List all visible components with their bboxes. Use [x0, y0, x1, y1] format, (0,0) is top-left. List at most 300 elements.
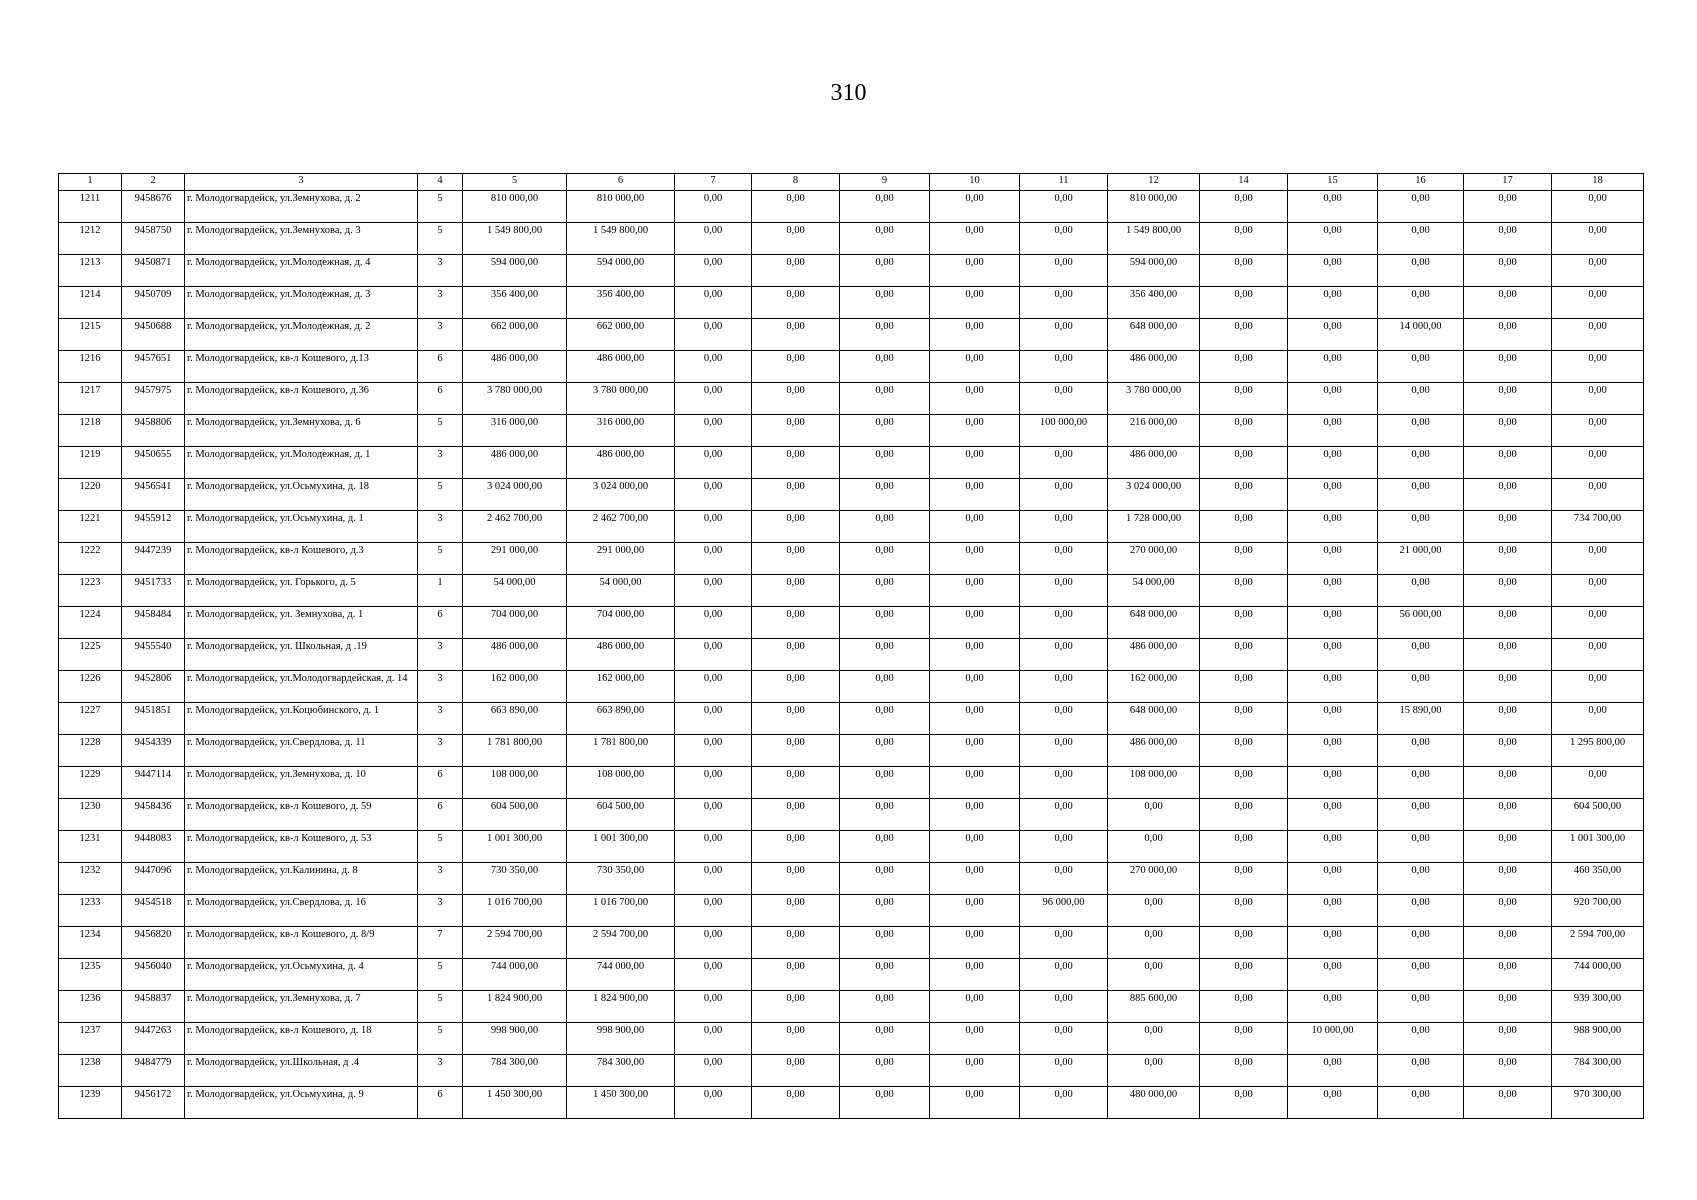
table-cell: 480 000,00	[1108, 1087, 1200, 1119]
table-cell: 486 000,00	[567, 639, 675, 671]
table-cell: 0,00	[1552, 703, 1644, 735]
table-cell: 0,00	[1020, 959, 1108, 991]
table-cell: 56 000,00	[1378, 607, 1464, 639]
table-cell: 0,00	[930, 351, 1020, 383]
table-cell: 9450709	[122, 287, 185, 319]
address-cell: г. Молодогвардейск, ул.Земнухова, д. 2	[185, 191, 418, 223]
table-cell: 0,00	[930, 671, 1020, 703]
table-cell: 0,00	[840, 1023, 930, 1055]
table-cell: 1239	[59, 1087, 122, 1119]
table-cell: 0,00	[1288, 735, 1378, 767]
address-cell: г. Молодогвардейск, ул. Горького, д. 5	[185, 575, 418, 607]
table-cell: 0,00	[1288, 415, 1378, 447]
table-cell: 0,00	[1378, 351, 1464, 383]
table-cell: 0,00	[930, 895, 1020, 927]
table-cell: 0,00	[1200, 927, 1288, 959]
table-cell: 0,00	[1552, 639, 1644, 671]
table-cell: 1 016 700,00	[463, 895, 567, 927]
table-row	[59, 639, 1644, 671]
table-cell: 0,00	[930, 831, 1020, 863]
table-cell: 9447239	[122, 543, 185, 575]
address-cell: г. Молодогвардейск, ул.Школьная, д .4	[185, 1055, 418, 1087]
table-cell: 0,00	[1552, 575, 1644, 607]
table-cell: 730 350,00	[463, 863, 567, 895]
table-cell: 0,00	[1200, 735, 1288, 767]
table-cell: 15 890,00	[1378, 703, 1464, 735]
table-cell: 810 000,00	[463, 191, 567, 223]
table-cell: 3 780 000,00	[1108, 383, 1200, 415]
table-cell: 1216	[59, 351, 122, 383]
table-cell: 0,00	[1020, 927, 1108, 959]
table-cell: 9450688	[122, 319, 185, 351]
column-header: 9	[840, 174, 930, 191]
table-cell: 0,00	[675, 703, 752, 735]
table-cell: 9451733	[122, 575, 185, 607]
table-cell: 0,00	[752, 959, 840, 991]
address-cell: г. Молодогвардейск, ул.Свердлова, д. 16	[185, 895, 418, 927]
table-cell: 9457975	[122, 383, 185, 415]
table-cell: 162 000,00	[1108, 671, 1200, 703]
column-header: 17	[1464, 174, 1552, 191]
table-cell: 0,00	[1464, 191, 1552, 223]
table-cell: 1232	[59, 863, 122, 895]
table-row	[59, 863, 1644, 895]
table-cell: 0,00	[840, 831, 930, 863]
table-cell: 0,00	[1200, 383, 1288, 415]
table-cell: 2 462 700,00	[567, 511, 675, 543]
table-cell: 0,00	[1464, 1055, 1552, 1087]
table-cell: 0,00	[840, 959, 930, 991]
table-cell: 0,00	[1378, 639, 1464, 671]
table-cell: 2 462 700,00	[463, 511, 567, 543]
table-cell: 784 300,00	[567, 1055, 675, 1087]
table-cell: 0,00	[1020, 1023, 1108, 1055]
table-cell: 0,00	[930, 223, 1020, 255]
table-cell: 0,00	[1200, 1087, 1288, 1119]
table-cell: 108 000,00	[567, 767, 675, 799]
table-cell: 0,00	[1464, 447, 1552, 479]
table-cell: 0,00	[1378, 511, 1464, 543]
table-cell: 5	[418, 479, 463, 511]
table-cell: 0,00	[840, 319, 930, 351]
table-cell: 356 400,00	[567, 287, 675, 319]
table-cell: 0,00	[1288, 607, 1378, 639]
table-cell: 0,00	[1108, 895, 1200, 927]
table-cell: 0,00	[1020, 351, 1108, 383]
table-row	[59, 1055, 1644, 1087]
table-cell: 0,00	[930, 927, 1020, 959]
table-cell: 0,00	[1288, 991, 1378, 1023]
table-cell: 0,00	[675, 671, 752, 703]
table-cell: 0,00	[1464, 895, 1552, 927]
table-cell: 0,00	[1200, 671, 1288, 703]
table-cell: 0,00	[930, 447, 1020, 479]
table-cell: 486 000,00	[463, 447, 567, 479]
table-cell: 0,00	[675, 415, 752, 447]
table-cell: 1 781 800,00	[567, 735, 675, 767]
table-cell: 0,00	[1378, 287, 1464, 319]
table-cell: 0,00	[930, 703, 1020, 735]
table-cell: 1 001 300,00	[1552, 831, 1644, 863]
table-cell: 9456172	[122, 1087, 185, 1119]
table-cell: 0,00	[1288, 479, 1378, 511]
table-cell: 0,00	[840, 671, 930, 703]
table-cell: 0,00	[1464, 607, 1552, 639]
table-cell: 0,00	[840, 735, 930, 767]
address-cell: г. Молодогвардейск, ул.Молодогвардейская, д. 14	[185, 671, 418, 703]
table-cell: 108 000,00	[463, 767, 567, 799]
table-cell: 3	[418, 703, 463, 735]
table-cell: 988 900,00	[1552, 1023, 1644, 1055]
table-cell: 0,00	[1288, 863, 1378, 895]
table-cell: 10 000,00	[1288, 1023, 1378, 1055]
table-cell: 0,00	[840, 543, 930, 575]
table-cell: 0,00	[1200, 543, 1288, 575]
table-cell: 0,00	[1378, 383, 1464, 415]
table-cell: 9456820	[122, 927, 185, 959]
table-cell: 0,00	[1288, 895, 1378, 927]
table-cell: 0,00	[1552, 447, 1644, 479]
table-cell: 0,00	[930, 767, 1020, 799]
table-cell: 0,00	[1464, 255, 1552, 287]
table-cell: 0,00	[1108, 799, 1200, 831]
table-row	[59, 895, 1644, 927]
table-cell: 648 000,00	[1108, 319, 1200, 351]
table-cell: 998 900,00	[567, 1023, 675, 1055]
table-cell: 316 000,00	[567, 415, 675, 447]
table-cell: 0,00	[1378, 1087, 1464, 1119]
table-cell: 2 594 700,00	[463, 927, 567, 959]
table-cell: 0,00	[1464, 1023, 1552, 1055]
table-cell: 6	[418, 1087, 463, 1119]
table-cell: 3 780 000,00	[567, 383, 675, 415]
table-cell: 0,00	[840, 351, 930, 383]
address-cell: г. Молодогвардейск, ул.Калинина, д. 8	[185, 863, 418, 895]
table-cell: 0,00	[1552, 671, 1644, 703]
table-cell: 0,00	[675, 895, 752, 927]
table-cell: 5	[418, 1023, 463, 1055]
table-cell: 6	[418, 351, 463, 383]
column-header: 12	[1108, 174, 1200, 191]
table-cell: 1237	[59, 1023, 122, 1055]
table-cell: 3	[418, 255, 463, 287]
table-cell: 0,00	[1464, 767, 1552, 799]
table-cell: 0,00	[752, 223, 840, 255]
table-cell: 0,00	[752, 927, 840, 959]
table-cell: 744 000,00	[567, 959, 675, 991]
table-cell: 1223	[59, 575, 122, 607]
table-cell: 0,00	[840, 991, 930, 1023]
table-row	[59, 319, 1644, 351]
table-cell: 0,00	[1464, 703, 1552, 735]
table-cell: 5	[418, 543, 463, 575]
table-cell: 0,00	[1200, 895, 1288, 927]
table-cell: 0,00	[1464, 223, 1552, 255]
address-cell: г. Молодогвардейск, ул. Земнухова, д. 1	[185, 607, 418, 639]
table-cell: 6	[418, 607, 463, 639]
table-cell: 0,00	[752, 575, 840, 607]
table-cell: 0,00	[1464, 1087, 1552, 1119]
table-cell: 1229	[59, 767, 122, 799]
table-cell: 1236	[59, 991, 122, 1023]
table-cell: 0,00	[1020, 1087, 1108, 1119]
table-cell: 0,00	[752, 415, 840, 447]
address-cell: г. Молодогвардейск, ул.Осьмухина, д. 18	[185, 479, 418, 511]
table-cell: 0,00	[840, 383, 930, 415]
table-cell: 0,00	[1464, 639, 1552, 671]
table-cell: 0,00	[1288, 799, 1378, 831]
table-cell: 162 000,00	[463, 671, 567, 703]
table-body	[59, 191, 1644, 1119]
address-cell: г. Молодогвардейск, ул. Школьная, д .19	[185, 639, 418, 671]
table-cell: 0,00	[675, 735, 752, 767]
table-cell: 0,00	[1378, 575, 1464, 607]
table-cell: 0,00	[1200, 223, 1288, 255]
table-cell: 0,00	[1378, 1023, 1464, 1055]
table-cell: 0,00	[930, 607, 1020, 639]
table-cell: 0,00	[1200, 1055, 1288, 1087]
table-row	[59, 255, 1644, 287]
column-header: 15	[1288, 174, 1378, 191]
table-cell: 1234	[59, 927, 122, 959]
table-cell: 0,00	[1020, 831, 1108, 863]
table-cell: 0,00	[1378, 991, 1464, 1023]
table-cell: 0,00	[675, 767, 752, 799]
table-cell: 0,00	[930, 863, 1020, 895]
table-cell: 3	[418, 1055, 463, 1087]
table-cell: 0,00	[1200, 447, 1288, 479]
table-cell: 0,00	[1552, 415, 1644, 447]
table-cell: 0,00	[1464, 991, 1552, 1023]
table-cell: 0,00	[1288, 447, 1378, 479]
table-row	[59, 351, 1644, 383]
table-cell: 0,00	[752, 895, 840, 927]
table-cell: 1 824 900,00	[567, 991, 675, 1023]
table-row	[59, 1023, 1644, 1055]
table-cell: 784 300,00	[463, 1055, 567, 1087]
page-number: 310	[830, 80, 867, 106]
table-cell: 0,00	[752, 1087, 840, 1119]
table-cell: 0,00	[1464, 575, 1552, 607]
table-cell: 704 000,00	[567, 607, 675, 639]
table-cell: 1217	[59, 383, 122, 415]
table-cell: 0,00	[1200, 511, 1288, 543]
table-cell: 0,00	[1020, 703, 1108, 735]
table-cell: 0,00	[840, 447, 930, 479]
table-cell: 0,00	[1020, 255, 1108, 287]
table-cell: 1235	[59, 959, 122, 991]
address-cell: г. Молодогвардейск, ул.Молодежная, д. 2	[185, 319, 418, 351]
table-cell: 0,00	[1288, 319, 1378, 351]
table-cell: 1224	[59, 607, 122, 639]
table-cell: 9447263	[122, 1023, 185, 1055]
table-cell: 0,00	[752, 351, 840, 383]
table-cell: 0,00	[675, 319, 752, 351]
table-cell: 0,00	[930, 319, 1020, 351]
address-cell: г. Молодогвардейск, ул.Молодежная, д. 3	[185, 287, 418, 319]
table-cell: 0,00	[1200, 799, 1288, 831]
table-cell: 0,00	[1552, 543, 1644, 575]
table-cell: 0,00	[1020, 543, 1108, 575]
table-cell: 0,00	[1020, 735, 1108, 767]
table-cell: 3 024 000,00	[463, 479, 567, 511]
table-cell: 604 500,00	[1552, 799, 1644, 831]
table-cell: 0,00	[1200, 287, 1288, 319]
table-cell: 920 700,00	[1552, 895, 1644, 927]
table-cell: 108 000,00	[1108, 767, 1200, 799]
table-cell: 0,00	[1378, 415, 1464, 447]
column-header: 2	[122, 174, 185, 191]
table-cell: 594 000,00	[567, 255, 675, 287]
table-cell: 0,00	[930, 1055, 1020, 1087]
table-cell: 0,00	[1288, 575, 1378, 607]
table-cell: 0,00	[675, 351, 752, 383]
table-cell: 1218	[59, 415, 122, 447]
table-cell: 291 000,00	[463, 543, 567, 575]
table-cell: 3	[418, 319, 463, 351]
table-cell: 0,00	[1020, 319, 1108, 351]
table-cell: 0,00	[1288, 511, 1378, 543]
address-cell: г. Молодогвардейск, ул.Осьмухина, д. 9	[185, 1087, 418, 1119]
table-cell: 734 700,00	[1552, 511, 1644, 543]
table-cell: 648 000,00	[1108, 703, 1200, 735]
table-cell: 0,00	[752, 607, 840, 639]
column-header: 3	[185, 174, 418, 191]
table-cell: 0,00	[930, 575, 1020, 607]
table-cell: 0,00	[1200, 191, 1288, 223]
column-header: 5	[463, 174, 567, 191]
table-cell: 2 594 700,00	[1552, 927, 1644, 959]
table-cell: 0,00	[840, 287, 930, 319]
table-cell: 9456040	[122, 959, 185, 991]
header-row	[59, 174, 1644, 191]
table-cell: 0,00	[930, 799, 1020, 831]
table-cell: 0,00	[1378, 959, 1464, 991]
address-cell: г. Молодогвардейск, ул.Молодежная, д. 4	[185, 255, 418, 287]
table-cell: 0,00	[840, 703, 930, 735]
table-cell: 0,00	[752, 991, 840, 1023]
address-cell: г. Молодогвардейск, ул.Осьмухина, д. 1	[185, 511, 418, 543]
column-header: 7	[675, 174, 752, 191]
table-row	[59, 575, 1644, 607]
table-cell: 0,00	[930, 959, 1020, 991]
table-cell: 0,00	[1200, 991, 1288, 1023]
table-cell: 1230	[59, 799, 122, 831]
table-cell: 0,00	[1552, 607, 1644, 639]
table-cell: 0,00	[1378, 895, 1464, 927]
table-cell: 0,00	[752, 511, 840, 543]
table-cell: 54 000,00	[567, 575, 675, 607]
table-cell: 0,00	[1378, 863, 1464, 895]
column-header: 14	[1200, 174, 1288, 191]
table-cell: 0,00	[752, 799, 840, 831]
table-cell: 0,00	[1288, 383, 1378, 415]
table-row	[59, 479, 1644, 511]
table-cell: 0,00	[675, 479, 752, 511]
table-cell: 9456541	[122, 479, 185, 511]
table-cell: 0,00	[1464, 831, 1552, 863]
table-cell: 3	[418, 895, 463, 927]
column-header: 1	[59, 174, 122, 191]
table-cell: 0,00	[1288, 639, 1378, 671]
table-cell: 9450871	[122, 255, 185, 287]
table-cell: 1227	[59, 703, 122, 735]
table-cell: 0,00	[1200, 767, 1288, 799]
table-cell: 9452806	[122, 671, 185, 703]
address-cell: г. Молодогвардейск, ул.Земнухова, д. 6	[185, 415, 418, 447]
table-cell: 0,00	[1552, 351, 1644, 383]
table-cell: 0,00	[1108, 1055, 1200, 1087]
table-cell: 0,00	[752, 543, 840, 575]
table-cell: 0,00	[1108, 959, 1200, 991]
table-cell: 9448083	[122, 831, 185, 863]
table-cell: 0,00	[675, 927, 752, 959]
table-cell: 0,00	[1552, 223, 1644, 255]
table-cell: 0,00	[1464, 863, 1552, 895]
table-cell: 0,00	[675, 1087, 752, 1119]
table-cell: 0,00	[752, 447, 840, 479]
table-cell: 0,00	[930, 479, 1020, 511]
table-cell: 54 000,00	[1108, 575, 1200, 607]
table-cell: 0,00	[752, 863, 840, 895]
table-cell: 0,00	[930, 1023, 1020, 1055]
table-cell: 21 000,00	[1378, 543, 1464, 575]
column-header: 6	[567, 174, 675, 191]
table-row	[59, 959, 1644, 991]
table-cell: 0,00	[1108, 927, 1200, 959]
table-cell: 3 780 000,00	[463, 383, 567, 415]
table-row	[59, 543, 1644, 575]
table-cell: 0,00	[1288, 1055, 1378, 1087]
table-cell: 0,00	[1020, 575, 1108, 607]
table-cell: 0,00	[1552, 255, 1644, 287]
table-cell: 663 890,00	[463, 703, 567, 735]
table-cell: 0,00	[1200, 607, 1288, 639]
table-row	[59, 607, 1644, 639]
table-cell: 5	[418, 415, 463, 447]
table-cell: 0,00	[1378, 767, 1464, 799]
table-cell: 486 000,00	[1108, 735, 1200, 767]
table-cell: 9447114	[122, 767, 185, 799]
table-cell: 0,00	[752, 639, 840, 671]
table-cell: 3	[418, 639, 463, 671]
table-cell: 1238	[59, 1055, 122, 1087]
table-cell: 0,00	[1464, 351, 1552, 383]
table-cell: 0,00	[930, 543, 1020, 575]
table-cell: 1 549 800,00	[463, 223, 567, 255]
table-cell: 1221	[59, 511, 122, 543]
table-cell: 0,00	[1288, 831, 1378, 863]
table-cell: 0,00	[840, 1055, 930, 1087]
table-cell: 0,00	[752, 703, 840, 735]
table-cell: 0,00	[1200, 319, 1288, 351]
table-row	[59, 415, 1644, 447]
table-cell: 0,00	[930, 383, 1020, 415]
table-cell: 0,00	[752, 287, 840, 319]
table-cell: 662 000,00	[567, 319, 675, 351]
table-cell: 0,00	[675, 383, 752, 415]
column-header: 18	[1552, 174, 1644, 191]
table-cell: 1225	[59, 639, 122, 671]
table-cell: 3	[418, 671, 463, 703]
table-cell: 0,00	[675, 799, 752, 831]
column-header: 16	[1378, 174, 1464, 191]
address-cell: г. Молодогвардейск, кв-л Кошевого, д. 53	[185, 831, 418, 863]
table-cell: 0,00	[752, 767, 840, 799]
table-cell: 6	[418, 383, 463, 415]
table-cell: 9454518	[122, 895, 185, 927]
table-cell: 0,00	[675, 287, 752, 319]
